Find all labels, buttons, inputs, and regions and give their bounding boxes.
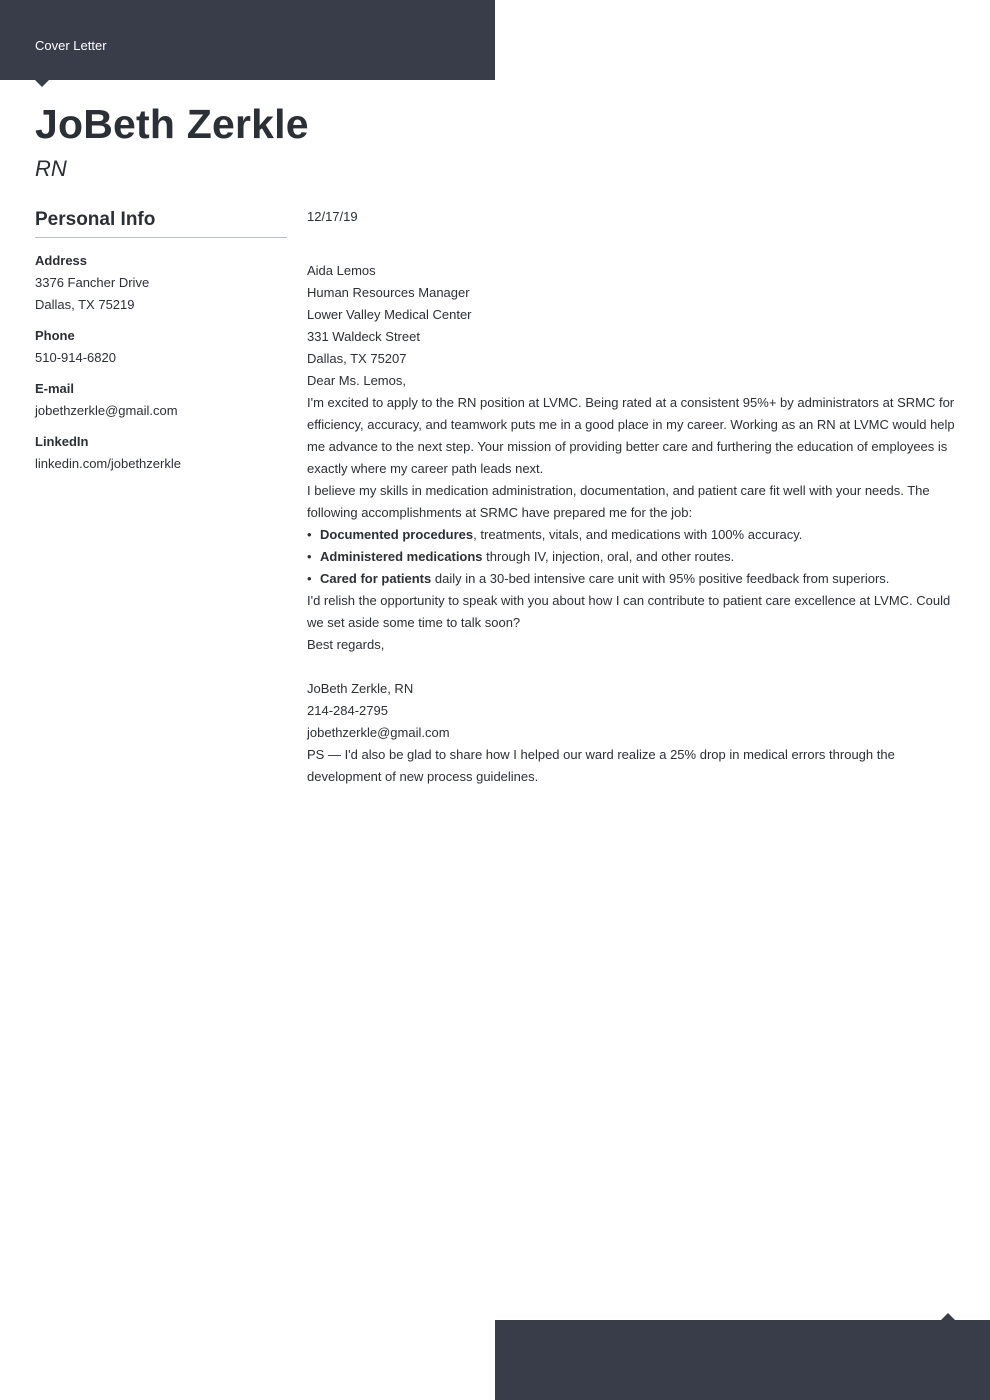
signature-phone: 214-284-2795 [307, 703, 388, 718]
applicant-title: RN [35, 156, 67, 181]
paragraph-skills: I believe my skills in medication administration, documentation, and patient care fit well with your needs. The following accomplishments at SRMC have prepared me for the job: [307, 483, 930, 520]
closing-phrase: Best regards, [307, 637, 385, 652]
linkedin-block [35, 431, 287, 475]
bullet-bold: Documented procedures [320, 527, 474, 542]
bullet-text: through IV, injection, oral, and other routes. [482, 549, 735, 564]
phone-value: 510-914-6820 [35, 350, 116, 365]
signature-block [307, 678, 962, 744]
applicant-name: JoBeth Zerkle [35, 101, 309, 147]
bullet-bold: Administered medications [320, 549, 483, 564]
recipient-name: Aida Lemos [307, 263, 376, 278]
letter-date: 12/17/19 [307, 209, 358, 224]
personal-info-sidebar [35, 209, 287, 475]
footer-band [495, 1320, 990, 1400]
list-item [307, 524, 962, 546]
bullet-bold: Cared for patients [320, 571, 432, 586]
list-item [307, 568, 962, 590]
email-label: E-mail [35, 381, 75, 396]
list-item [307, 546, 962, 568]
recipient-street: 331 Waldeck Street [307, 329, 420, 344]
email-block [35, 378, 287, 422]
signature-name: JoBeth Zerkle, RN [307, 681, 414, 696]
letter-body [307, 206, 962, 788]
footer-pointer-decoration [941, 1313, 955, 1320]
email-value: jobethzerkle@gmail.com [35, 403, 178, 418]
recipient-company: Lower Valley Medical Center [307, 307, 472, 322]
header-band [0, 0, 495, 80]
recipient-block [307, 260, 962, 370]
paragraph-closing: I'd relish the opportunity to speak with you about how I can contribute to patient care excellence at LVMC. Could we set aside some time to talk soon? [307, 593, 951, 630]
accomplishments-list [307, 524, 962, 590]
postscript: PS — I'd also be glad to share how I helped our ward realize a 25% drop in medical errors through the development of new process guidelines. [307, 747, 895, 784]
linkedin-label: LinkedIn [35, 434, 89, 449]
document-type-label: Cover Letter [35, 38, 107, 53]
bullet-text: daily in a 30-bed intensive care unit with 95% positive feedback from superiors. [431, 571, 890, 586]
linkedin-value: linkedin.com/jobethzerkle [35, 456, 181, 471]
paragraph-intro: I'm excited to apply to the RN position at LVMC. Being rated at a consistent 95%+ by administrators at SRMC for efficiency, accuracy, and teamwork puts me in a good place in my career. Working as an RN at LVMC would help me advance to the next step. Your mission of providing better care and furthering the education of employees is exactly where my career path leads next. [307, 395, 955, 476]
address-line-2: Dallas, TX 75219 [35, 297, 135, 312]
address-block [35, 250, 287, 316]
bullet-text: , treatments, vitals, and medications with 100% accuracy. [473, 527, 803, 542]
recipient-city: Dallas, TX 75207 [307, 351, 407, 366]
salutation: Dear Ms. Lemos, [307, 373, 406, 388]
recipient-title: Human Resources Manager [307, 285, 470, 300]
address-label: Address [35, 253, 88, 268]
address-line-1: 3376 Fancher Drive [35, 275, 150, 290]
header-pointer-decoration [35, 80, 49, 87]
phone-block [35, 325, 287, 369]
signature-email: jobethzerkle@gmail.com [307, 725, 450, 740]
personal-info-heading: Personal Info [35, 209, 287, 238]
phone-label: Phone [35, 328, 75, 343]
